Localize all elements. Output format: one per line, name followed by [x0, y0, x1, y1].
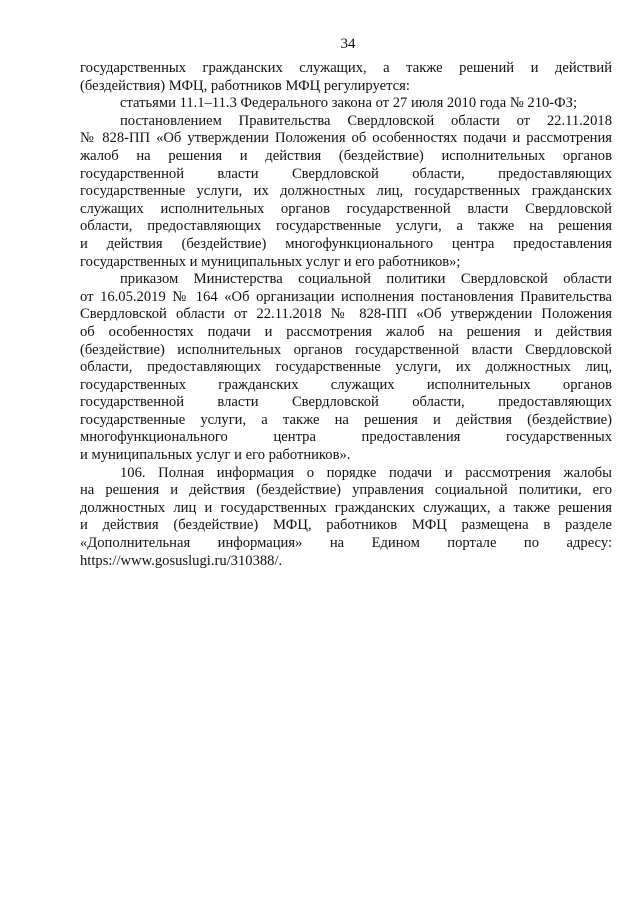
document-body — [80, 60, 612, 570]
text-line: государственные услуги, а также на решения и действия (бездействие) — [80, 411, 612, 428]
text-line: области, предоставляющих государственные услуги, а также на решения — [80, 218, 612, 235]
text-line: государственной власти Свердловской области, предоставляющих — [80, 165, 612, 182]
text-line: 106. Полная информация о порядке подачи и рассмотрения жалобы — [120, 464, 612, 481]
text-line: жалоб на решения и действия (бездействие) исполнительных органов — [80, 147, 612, 164]
text-line: и муниципальных услуг и его работников». — [80, 447, 351, 464]
text-line: «Дополнительная информация» на Едином портале по адресу: — [80, 535, 612, 552]
text-line: (бездействие) исполнительных органов государственной власти Свердловской — [80, 341, 612, 358]
text-line: (бездействия) МФЦ, работников МФЦ регулируется: — [80, 77, 410, 94]
text-line: многофункционального центра предоставления государственных — [80, 429, 612, 446]
text-line: статьями 11.1–11.3 Федерального закона от 27 июля 2010 года № 210-ФЗ; — [120, 95, 578, 112]
text-line: Свердловской области от 22.11.2018 № 828-ПП «Об утверждении Положения — [80, 306, 612, 323]
text-line: должностных лиц и государственных гражданских служащих, а также решения — [80, 499, 612, 516]
text-line: государственные услуги, их должностных лиц, государственных гражданских — [80, 183, 612, 200]
text-line: об особенностях подачи и рассмотрения жалоб на решения и действия — [80, 323, 612, 340]
text-line: № 828-ПП «Об утверждении Положения об особенностях подачи и рассмотрения — [80, 130, 612, 147]
text-line: государственных гражданских служащих, а также решений и действий — [80, 60, 612, 76]
paragraph — [80, 465, 612, 571]
text-line: на решения и действия (бездействие) управления социальной политики, его — [80, 482, 612, 499]
text-line: постановлением Правительства Свердловской области от 22.11.2018 — [120, 112, 612, 129]
page-number: 34 — [340, 36, 356, 52]
text-line: и действия (бездействие) МФЦ, работников МФЦ размещена в разделе — [80, 517, 612, 534]
text-line: и действия (бездействие) многофункционального центра предоставления — [80, 235, 612, 252]
text-line: государственной власти Свердловской области, предоставляющих — [80, 394, 612, 411]
paragraph — [80, 271, 612, 465]
paragraph — [80, 60, 612, 95]
text-line: области, предоставляющих государственные услуги, их должностных лиц, — [80, 359, 612, 376]
text-line: государственных и муниципальных услуг и его работников»; — [80, 253, 461, 270]
text-line: государственных гражданских служащих исполнительных органов — [80, 376, 612, 393]
paragraph — [80, 95, 612, 113]
text-line: от 16.05.2019 № 164 «Об организации исполнения постановления Правительства — [80, 288, 612, 305]
text-line: https://www.gosuslugi.ru/310388/. — [80, 552, 283, 569]
text-line: служащих исполнительных органов государственной власти Свердловской — [80, 200, 612, 217]
text-line: приказом Министерства социальной политики Свердловской области — [120, 271, 612, 288]
paragraph — [80, 113, 612, 271]
